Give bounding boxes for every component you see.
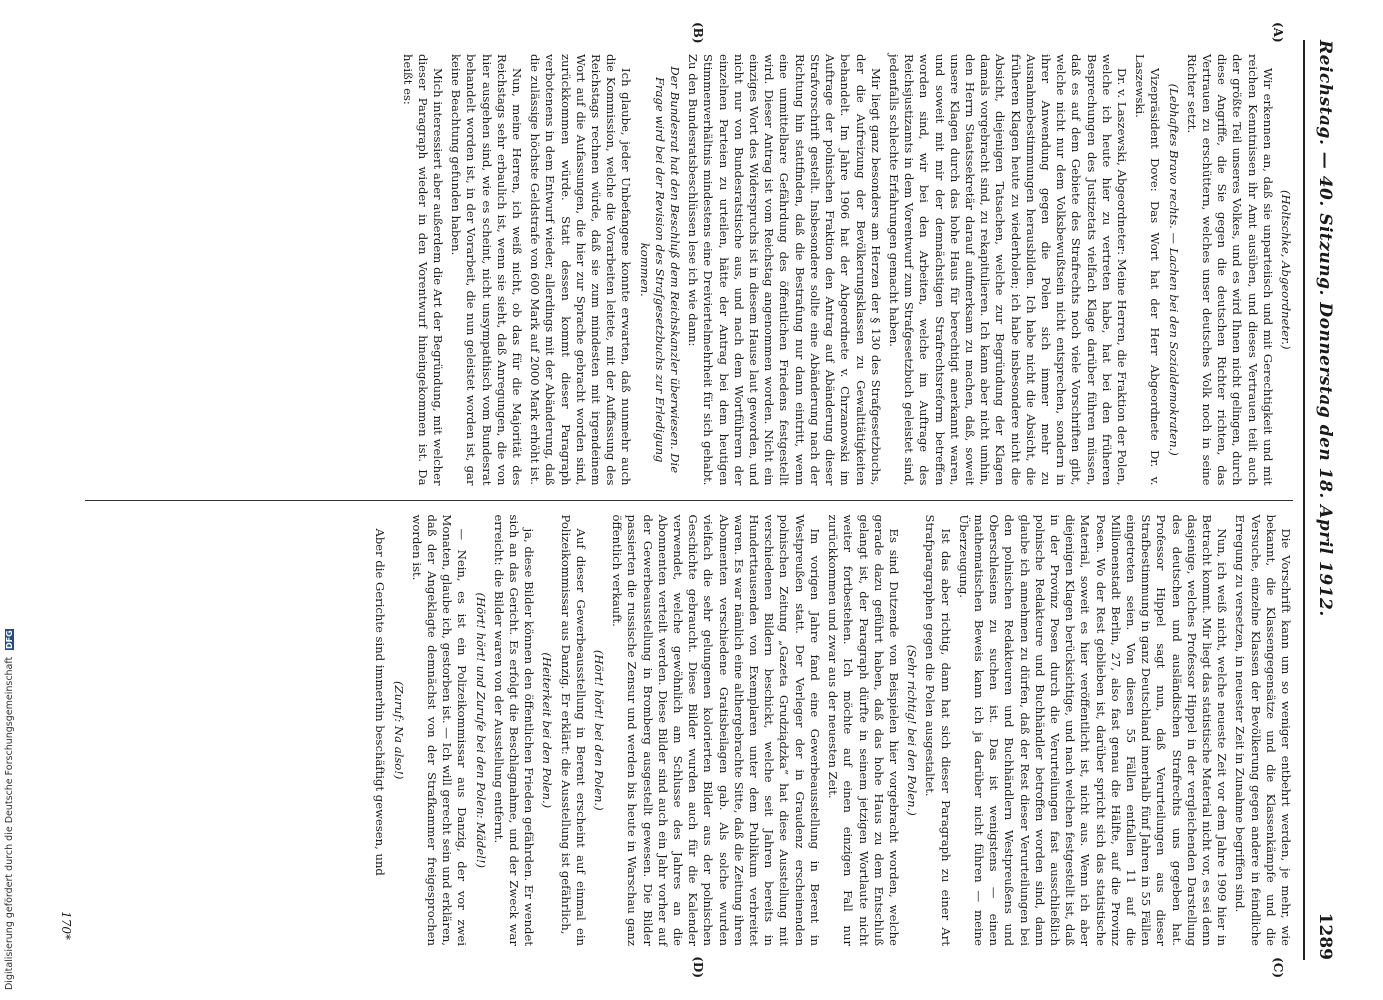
margin-mark-a: (A) [1271,22,1285,43]
paragraph: Wir erkennen an, daß sie unparteiisch und mit Gerechtigkeit und mit reichen Kenntnissen ihr Amt ausüben, und dieses Vertrauen teilt auch der größte Teil unseres Volkes, und es wird Ihnen nicht gelingen, durch diese Angriffe, die Sie gegen die deutschen Richter richten, das Vertrauen zu erschüttern, welches unser deutsches Volk noch in seine Richter setzt. [1184,54,1275,486]
paragraph: Aber die Gerichte sind immerhin beschäftigt gewesen, und [373,528,388,876]
page-header [1303,40,1345,960]
interjection: (Sehr richtig! bei den Polen.) [905,644,920,816]
paragraph: Ich glaube, jeder Unbefangene konnte erwarten, daß nunmehr auch die Kommission, welche die Vorarbeiten leitete, mit der Auffassung des Reichstags rechnen würde, daß sie zum mindesten mit irgendeinem Wort auf die Aufassungen, die hier zur Sprache gebracht worden sind, zurückkommen würde. Statt dessen kommt dieser Paragraph verbotenens in dem Entwurf wieder, allerdings mit der Abänderung, daß die zulässige höchste Geldstrafe von 600 Mark auf 2000 Mark erhöht ist. [528,54,634,486]
quotation: Der Bundesrat hat den Beschluß dem Reichskanzler überwiesen. Die Frage wird bei der Revision des Strafgesetzbuchs zur Erledigung kommen. [637,66,683,474]
document-page [45,20,1345,980]
paragraph: Im vorigen Jahre fand eine Gewerbeausstellung in Berent in Westpreußen statt. Der Verleger der in Graudenz erscheinenden polnischen Zeitung „Gazeta Grudziądzka“ hat diese Ausstellung mit verschiedenen Bildern beschickt, welche seit Jahren bereits in Hunderttausenden von Exemplaren unter dem Publikum verbreitet waren. Es war nämlich eine althergebrachte Sitte, daß die Zeitung ihren Abonnenten verschiedene Gratisbeilagen gab. Als solche wurden vielfach die sehr gelungenen kolorierten Bilder aus der polnischen Geschichte gebraucht. Diese Bilder wurden auch für die Kalender verwendet, welche gewöhnlich am Schlusse des Jahres an die Abonnenten verteilt werden. Diese Bilder sind auch ein Jahr vorher auf der Gewerbeausstellung in Bromberg ausgestellt gewesen. Die Bilder passierten die russische Zensur und werden bis heute in Warschau ganz öffentlich verkauft. [610,514,822,946]
paragraph: Nun, meine Herren, ich weiß nicht, ob das für die Majorität des Reichstags sehr erbaulich ist, wenn sie sieht, daß Anregungen, die von hier ausgehen sind, wie es scheint, nicht unsympathisch vom Bundesrat behandelt worden ist, in der Vorarbeit, die nun geleistet worden ist, gar keine Beachtung gefunden haben. [449,54,525,486]
interjection: (Hört! hört! und Zurufe bei den Polen: Mädel!) [473,592,488,869]
paragraph: Vizepräsident Dove: Das Wort hat der Herr Abgeordnete Dr. v. Laszewski. [1133,54,1163,486]
digitization-credit [2,610,16,990]
margin-mark-c: (C) [1271,957,1285,978]
paragraph: — Nein, es ist ein Polizeikommissar aus Danzig, der vor zwei Monaten, glaube ich, gestorben ist. — Ich will gerecht sein und erklären, daß der Angeklagte demnächst von der Strafkammer freigesprochen worden ist. [409,514,470,946]
running-title: Reichstag. — 40. Sitzung. Donnerstag den 18. April 1912. [1315,40,1335,617]
paragraph: Es sind Dutzende von Beispielen hier vorgebracht worden, welche gerade dazu geführt haben, daß das hohe Haus zu dem Entschluß gelangt ist, der Paragraph dürfte in seinem jetzigen Wortlaute nicht weiter fortbestehen. Ich möchte auf einen einzigen Fall nur zurückkommen und zwar aus der neuesten Zeit. [826,514,901,946]
interjection: (Heiterkeit bei den Polen.) [540,652,555,809]
interjection: (Lebhaftes Bravo rechts. — Lachen bei den Sozialdemokraten.) [1166,83,1181,456]
text-columns [85,40,1293,960]
margin-mark-d: (D) [691,956,705,978]
left-column [85,40,1293,500]
paragraph: Nun, ich weiß nicht, welche neueste Zeit vor dem Jahre 1909 hier in Betracht kommt. Mir liegt das statistische Material nicht vor, es sei denn dasjenige, welches Professor Hippel in der vergleichenden Darstellung des deutschen und ausländischen Strafrechts uns gegeben hat. Professor Hippel sagt nun, daß Verurteilungen aus dieser Strafbestimmung in ganz Deutschland innerhalb fünf Jahren in 55 Fällen eingetreten seien. Von diesen 55 Fällen entfallen 11 auf die Millionenstadt Berlin, 27, also fast genau die Hälfte, auf die Provinz Posen. Wo der Rest geblieben ist, darüber spricht sich das statistische Material, soweit es hier veröffentlicht ist, nicht aus. Wenn ich aber diejenigen Klagen berücksichtige, und nach welchen festgestellt ist, daß in der Provinz Posen durch die Verurteilungen fast ausschließlich polnische Redakteure und Buchhändler betroffen worden sind, dann glaube ich annehmen zu dürfen, daß der Rest dieser Verurteilungen bei den polnischen Redakteuren und Buchhändlern Westpreußens und Oberschlesiens zu suchen ist. Das ist wenigstens — einen mathematischen Beweis kann ich ja darüber nicht führen — meine Überzeugung. [956,514,1230,946]
dfg-logo-icon: DFG [4,629,14,649]
paragraph: Mich interessiert aber außerdem die Art der Begründung, mit welcher dieser Paragraph wieder in den Vorentwurf hineingekommen ist. Da heißt es: [400,54,446,486]
paragraph: ja, diese Bilder können den öffentlichen Frieden gefährden. Er wendet sich an das Gericht. Es erfolgt die Beschlagnahme, und der Zweck war erreicht: die Bilder waren von der Ausstellung entfernt. [491,514,537,946]
interjection: (Hört! hört! bei den Polen.) [592,649,607,811]
credit-text: Digitalisierung gefördert durch die Deutsche Forschungsgemeinschaft [3,656,15,990]
paragraph: Ist das aber richtig, dann hat sich dieser Paragraph zu einer Art Strafparagraphen gegen die Polen ausgestaltet. [923,514,953,946]
interjection: (Zuruf: Na also!) [391,681,406,780]
sheet-signature: 170* [59,911,73,940]
speaker-continuation: (Holtschke, Abgeordneter.) [1279,190,1293,350]
quotation: Die Vorschrift kann um so weniger entbehrt werden, je mehr, wie bekannt, die Klassengegensätze und die Klassenkämpfe und die Versuche, einzelne Klassen der Bevölkerung gegen andere in feindliche Erregung zu versetzen, in neuester Zeit in Zunahme begriffen sind. [1233,514,1293,946]
page-number: 1289 [1315,912,1335,960]
paragraph: Mir liegt ganz besonders am Herzen der § 130 des Strafgesetzbuchs, der die Aufreizung der Bevölkerungsklassen zu Gewalttätigkeiten behandelt. Im Jahre 1906 hat der Abgeordnete v. Chrzanowski im Auftrage der polnischen Fraktion den Antrag auf Abänderung dieser Strafvorschrift gestellt. Insbesondere sollte eine Abänderung nach der Richtung hin stattfinden, daß die Bestrafung nur dann eintritt, wenn eine unmittelbare Gefährdung des öffentlichen Friedens festgestellt wird. Dieser Antrag ist vom Reichstag angenommen worden. Nicht ein einziges Wort des Widerspruchs ist in diesem Hause laut geworden, und nicht nur von Bundesratstische aus, und nach dem Wortführern der einzelnen Parteien zu urteilen, hätte der Antrag bei dem heutigen Stimmenverhältnis mindestens eine Dreiviertelmehrheit für sich gehabt. Zu den Bundesratsbeschlüssen lese ich wie dann: [686,54,883,486]
margin-mark-b: (B) [691,22,705,44]
paragraph: Dr. v. Laszewski, Abgeordneter: Meine Herren, die Fraktion der Polen, welche ich heute hier zu vertreten habe, hat bei den früheren Besprechungen des Justizetats vielfach Klage darüber führen müssen, daß es auf dem Gebiete des Strafrechts noch viele Vorschriften gibt, welche nicht nur dem Volksbewußtsein nicht entsprechen, sondern in ihrer Anwendung gegen die Polen sich immer mehr zu Ausnahmebestimmungen herausbilden. Ich habe nicht die Absicht, die früheren Klagen heute zu wiederholen; ich habe insbesondere nicht die Absicht, diejenigen Tatsachen, welche zur Begründung der Klagen damals vorgebracht sind, zu rekapitulieren. Ich kann aber nicht umhin, den Herrn Staatssekretär darauf aufmerksam zu machen, daß, soweit unsere Klagen durch das hohe Haus für berechtigt anerkannt waren, und soweit mit mir der demnächstigen Strafrechtsreform betreffen worden sind, wir bei den Arbeiten, welche im Auftrage des Reichsjustizamts in dem Vorentwurf zum Strafgesetzbuch geleistet sind, jedenfalls schlechte Erfahrungen gemacht haben. [886,54,1129,486]
paragraph: Auf dieser Gewerbeausstellung in Berent erscheint auf einmal ein Polizeikommissar aus Danzig. Er erklärt: die Ausstellung ist gefährlich, [558,514,588,946]
right-column [85,501,1293,961]
